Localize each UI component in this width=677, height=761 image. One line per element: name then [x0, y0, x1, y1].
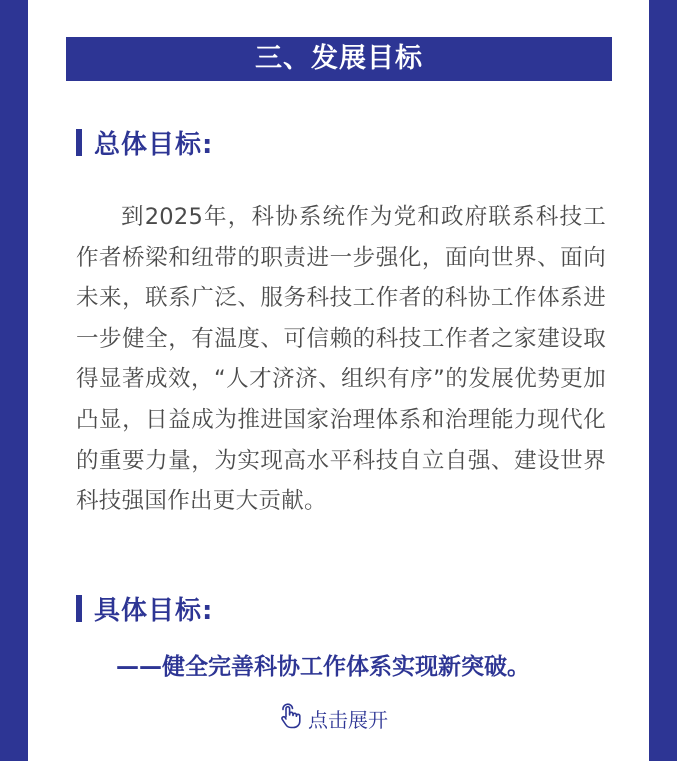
overall-goal-heading-text: 总体目标:: [94, 129, 214, 160]
content-card: [28, 0, 649, 761]
specific-goal-item: ——健全完善科协工作体系实现新突破。: [116, 654, 530, 680]
specific-goal-heading: [76, 591, 213, 625]
overall-goal-heading: [76, 125, 213, 159]
expand-button[interactable]: [278, 702, 388, 734]
expand-label: 点击展开: [308, 707, 388, 732]
section-title-banner: [66, 37, 612, 81]
heading-accent-bar: [76, 129, 82, 156]
heading-accent-bar: [76, 595, 82, 622]
overall-goal-paragraph: 到2025年，科协系统作为党和政府联系科技工作者桥梁和纽带的职责进一步强化，面向世界、面向未来，联系广泛、服务科技工作者的科协工作体系进一步健全，有温度、可信赖的科技工作者之家建设取得显著成效，“人才济济、组织有序”的发展优势更加凸显，日益成为推进国家治理体系和治理能力现代化的重要力量，为实现高水平科技自立自强、建设世界科技强国作出更大贡献。: [76, 204, 606, 515]
section-title: 三、发展目标: [255, 43, 423, 74]
specific-goal-heading-text: 具体目标:: [94, 595, 214, 626]
tap-hand-icon: [278, 703, 308, 733]
